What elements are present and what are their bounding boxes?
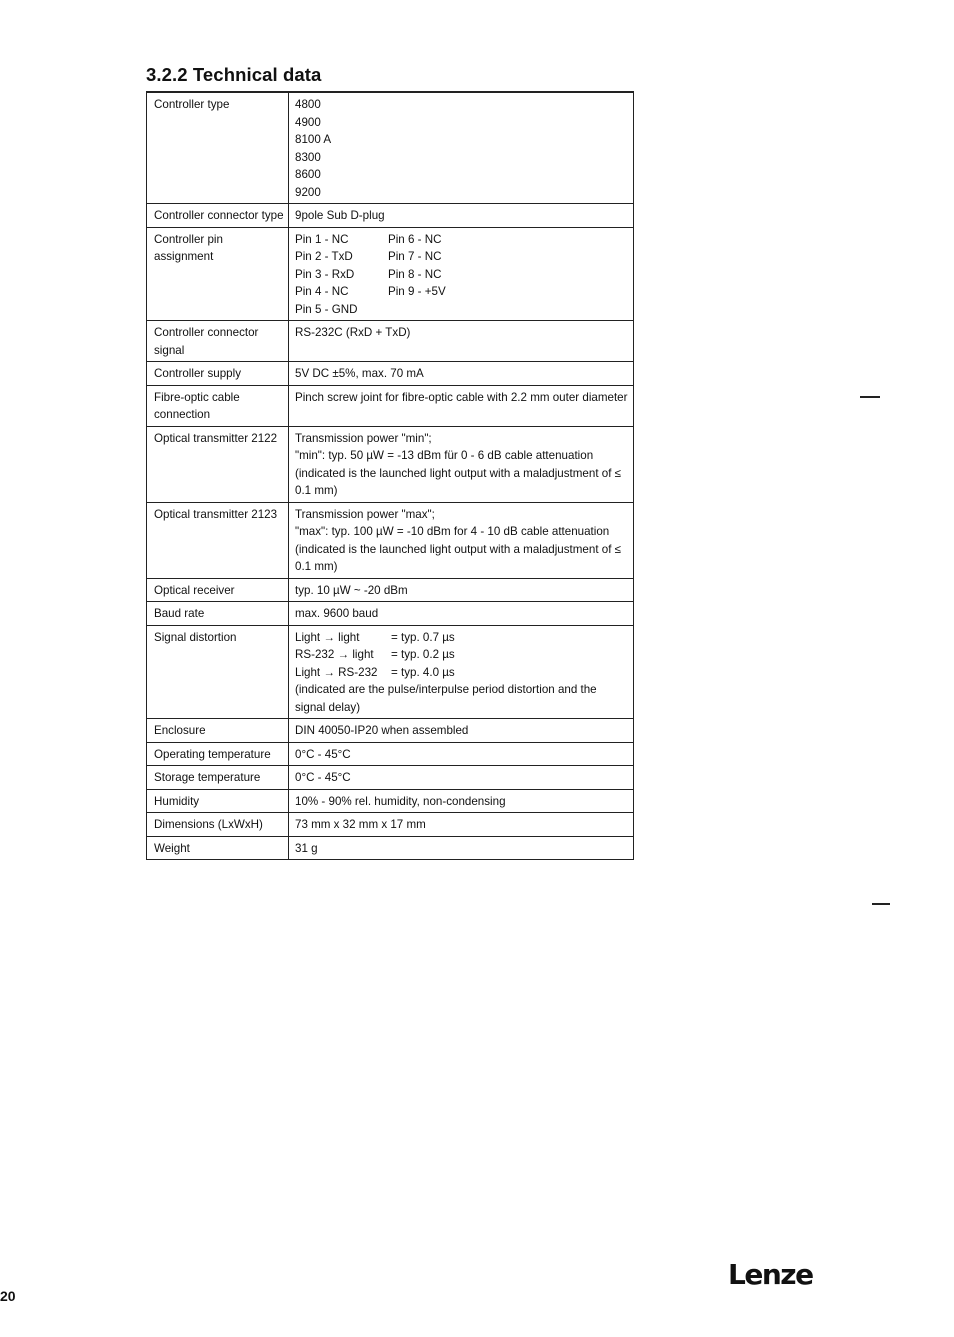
table-row: [146, 837, 634, 861]
row-value: [289, 790, 634, 814]
value-line: Pinch screw joint for fibre-optic cable with 2.2 mm outer diameter: [295, 390, 628, 404]
value-line: 4900: [295, 115, 321, 129]
table-row: [146, 503, 634, 579]
value-line: (indicated is the launched light output with a maladjustment of ≤ 0.1 mm): [295, 466, 622, 497]
page-number: 20: [0, 1288, 16, 1304]
table-row: [146, 813, 634, 837]
table-row: [146, 790, 634, 814]
scan-mark: [872, 903, 890, 905]
row-value: [289, 766, 634, 790]
row-value: [289, 503, 634, 579]
value-line: DIN 40050-IP20 when assembled: [295, 724, 469, 737]
table-row: [146, 204, 634, 228]
table-row: [146, 719, 634, 743]
row-label: Controller type: [146, 91, 289, 204]
value-line: 9pole Sub D-plug: [295, 209, 385, 222]
value-line: 31 g: [295, 841, 318, 855]
row-label: Baud rate: [146, 602, 289, 626]
value-line: RS-232C (RxD + TxD): [295, 326, 411, 339]
table-row: [146, 91, 634, 204]
value-line: 0°C - 45°C: [295, 747, 351, 761]
pin-line: [295, 283, 629, 301]
value-line: 4800: [295, 98, 321, 111]
row-label: Signal distortion: [146, 626, 289, 720]
value-line: 5V DC ±5%, max. 70 mA: [295, 367, 424, 380]
row-label: Weight: [146, 837, 289, 861]
pin-right: Pin 9 - +5V: [388, 285, 446, 298]
row-label: Optical transmitter 2123: [146, 503, 289, 579]
pin-right: Pin 6 - NC: [388, 232, 442, 246]
pin-line: [295, 231, 629, 249]
pin-right: Pin 7 - NC: [388, 250, 442, 263]
row-value: [289, 321, 634, 362]
table-row: [146, 321, 634, 362]
value-line: Transmission power "max";: [295, 507, 435, 521]
lenze-logo: Lenze: [728, 1258, 813, 1291]
value-line: "max": typ. 100 µW = -10 dBm for 4 - 10 dB cable attenuation: [295, 525, 610, 538]
row-value: [289, 719, 634, 743]
row-label: Operating temperature: [146, 743, 289, 767]
pin-left: Pin 2 - TxD: [295, 250, 353, 263]
row-value: [289, 813, 634, 837]
value-line: (indicated are the pulse/interpulse period distortion and the signal delay): [295, 683, 597, 714]
row-value: [289, 743, 634, 767]
section-heading: 3.2.2 Technical data: [146, 64, 322, 85]
row-value: [289, 91, 634, 204]
value-line: 73 mm x 32 mm x 17 mm: [295, 818, 426, 831]
signal-line: [295, 646, 629, 664]
row-label: Humidity: [146, 790, 289, 814]
pin-left: Pin 4 - NC: [295, 285, 349, 298]
row-value: [289, 602, 634, 626]
row-label: Storage temperature: [146, 766, 289, 790]
pin-left: Pin 1 - NC: [295, 232, 349, 246]
row-value: [289, 427, 634, 503]
table-row: [146, 427, 634, 503]
table-row: [146, 602, 634, 626]
row-value: [289, 626, 634, 720]
row-value: [289, 386, 634, 427]
pin-line: [295, 248, 629, 266]
value-line: (indicated is the launched light output with a maladjustment of ≤ 0.1 mm): [295, 542, 622, 573]
pin-left: Pin 5 - GND: [295, 302, 358, 316]
table-row: [146, 626, 634, 720]
value-line: 9200: [295, 185, 321, 199]
row-label: Controller connector signal: [146, 321, 289, 362]
row-value: [289, 204, 634, 228]
row-label: Optical receiver: [146, 579, 289, 603]
scan-mark: [860, 396, 880, 398]
signal-line: [295, 629, 629, 647]
pin-line: [295, 301, 629, 319]
table-row: [146, 386, 634, 427]
pin-line: [295, 266, 629, 284]
signal-value: = typ. 4.0 µs: [391, 665, 455, 679]
technical-data-table: [146, 91, 634, 860]
signal-value: = typ. 0.7 µs: [391, 630, 455, 644]
table-row: [146, 743, 634, 767]
value-line: Transmission power "min";: [295, 431, 432, 445]
value-line: 10% - 90% rel. humidity, non-condensing: [295, 794, 506, 808]
value-line: 0°C - 45°C: [295, 771, 351, 784]
value-line: 8100 A: [295, 133, 332, 146]
row-label: Enclosure: [146, 719, 289, 743]
signal-value: = typ. 0.2 µs: [391, 648, 455, 661]
row-value: [289, 362, 634, 386]
value-line: typ. 10 µW ~ -20 dBm: [295, 583, 408, 597]
value-line: "min": typ. 50 µW = -13 dBm für 0 - 6 dB cable attenuation: [295, 449, 594, 462]
table-row: [146, 766, 634, 790]
pin-right: Pin 8 - NC: [388, 267, 442, 281]
table-row: [146, 579, 634, 603]
row-label: Controller connector type: [146, 204, 289, 228]
row-label: Fibre-optic cable connection: [146, 386, 289, 427]
signal-path: Light → RS-232: [295, 665, 378, 679]
row-value: [289, 837, 634, 861]
signal-path: Light → light: [295, 630, 360, 644]
value-line: max. 9600 baud: [295, 607, 379, 620]
row-label: Controller supply: [146, 362, 289, 386]
value-line: 8600: [295, 168, 321, 181]
signal-line: [295, 664, 629, 682]
pin-left: Pin 3 - RxD: [295, 267, 355, 281]
table-row: [146, 362, 634, 386]
value-line: 8300: [295, 150, 321, 164]
row-label: Controller pin assignment: [146, 228, 289, 322]
row-value: [289, 228, 634, 322]
table-row: [146, 228, 634, 322]
row-label: Dimensions (LxWxH): [146, 813, 289, 837]
signal-path: RS-232 → light: [295, 648, 374, 661]
row-label: Optical transmitter 2122: [146, 427, 289, 503]
row-value: [289, 579, 634, 603]
